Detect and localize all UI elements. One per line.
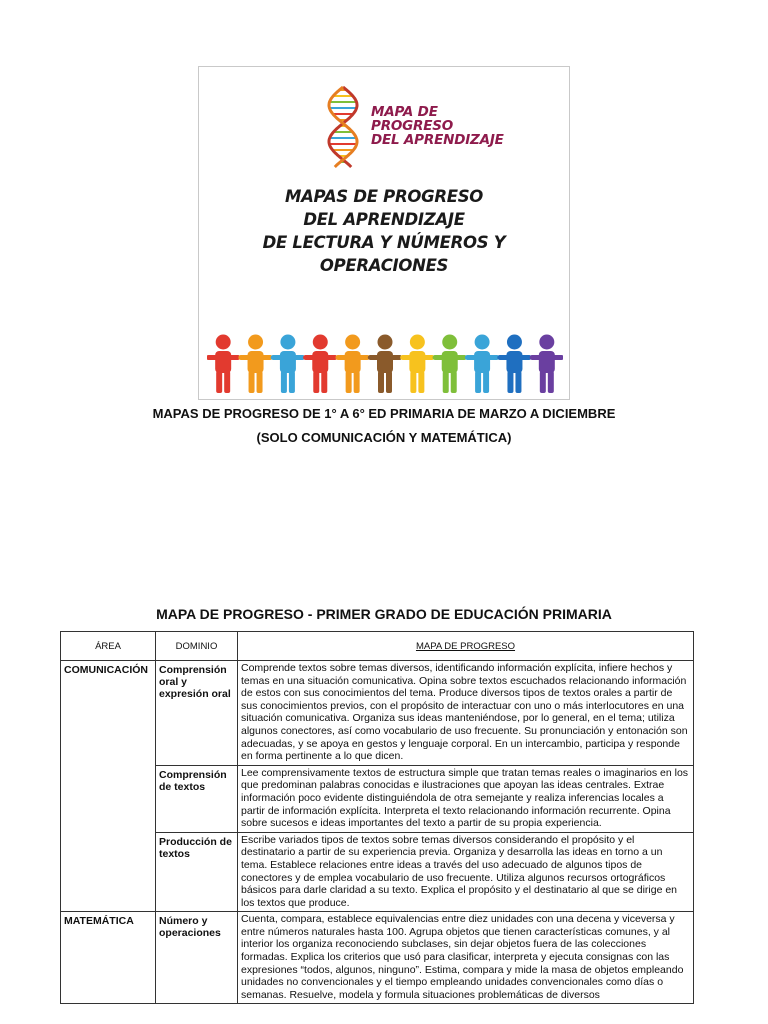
- subtitle-line: (SOLO COMUNICACIÓN Y MATEMÁTICA): [256, 430, 512, 445]
- area-cell: MATEMÁTICA: [61, 912, 156, 1004]
- domain-cell: Comprensión de textos: [156, 765, 238, 832]
- cover-title-line: DEL APRENDIZAJE: [303, 210, 465, 229]
- area-cell: [61, 832, 156, 912]
- dna-logo: [323, 83, 523, 175]
- cover-title-line: DE LECTURA Y NÚMEROS Y: [262, 233, 506, 252]
- header-mapa: [238, 632, 694, 661]
- header-area: ÁREA: [61, 632, 156, 661]
- area-cell: COMUNICACIÓN: [61, 661, 156, 766]
- cover-title: [199, 185, 569, 277]
- cover-image: [198, 66, 570, 400]
- grade-title: MAPA DE PROGRESO - PRIMER GRADO DE EDUCACIÓN PRIMARIA: [156, 606, 612, 622]
- child-figure: [238, 335, 272, 394]
- table-row: [61, 832, 694, 912]
- child-figure: [368, 335, 402, 394]
- logo-line: MAPA DE: [371, 104, 438, 120]
- description-cell: Lee comprensivamente textos de estructura simple que tratan temas reales o imaginarios en los que predominan palabras conocidas e ilustraciones que apoyan las ideas centrales. Extrae información poco evidente distinguiéndola de otra semejante y realiza inferencias locales a partir de información explícita. Interpreta el texto relacionando información recurrente. Opina sobre sucesos e ideas importantes del texto a partir de su propia experiencia.: [238, 765, 694, 832]
- header-mapa-label: MAPA DE PROGRESO: [415, 640, 516, 652]
- child-figure: [335, 335, 369, 394]
- table-row: [61, 765, 694, 832]
- domain-cell: Comprensión oral y expresión oral: [156, 661, 238, 766]
- logo-line: PROGRESO: [371, 118, 454, 134]
- child-figure: [465, 335, 499, 394]
- description-cell: Comprende textos sobre temas diversos, identificando información explícita, infiere hechos y temas en una situación comunicativa. Opina sobre textos escuchados relacionando información de estos con sus conocimientos del tema. Produce diversos tipos de textos orales a partir de sus conocimientos previos, con el propósito de interactuar con uno o más interlocutores en una situación comunicativa. Organiza sus ideas manteniéndose, por lo general, en el tema; utiliza algunos conectores, así como vocabulario de uso frecuente. Su pronunciación y entonación son adecuadas, y se apoya en gestos y lenguaje corporal. En un intercambio, participa y responde en forma pertinente a lo que dicen.: [238, 661, 694, 766]
- cover-title-line: OPERACIONES: [319, 256, 449, 275]
- document-subtitle: [0, 402, 768, 450]
- area-cell: [61, 765, 156, 832]
- child-figure: [207, 335, 240, 394]
- child-figure: [400, 335, 434, 394]
- child-figure: [530, 335, 563, 394]
- description-cell: Escribe variados tipos de textos sobre temas diversos considerando el propósito y el destinatario a partir de su experiencia previa. Organiza y desarrolla las ideas en torno a un tema. Establece relaciones entre ideas a través del uso adecuado de algunos tipos de conectores y de emplea vocabulario de uso frecuente. Utiliza algunos recursos ortográficos básicos para darle claridad a su texto. Explica el propósito y el destinatario al que se dirige en los textos que produce.: [238, 832, 694, 912]
- table-row: [61, 661, 694, 766]
- domain-cell: Producción de textos: [156, 832, 238, 912]
- header-dominio: DOMINIO: [156, 632, 238, 661]
- children-chain-illustration: [207, 333, 563, 397]
- cover-title-line: MAPAS DE PROGRESO: [284, 187, 484, 206]
- child-figure: [497, 335, 531, 394]
- progress-map-table: [60, 631, 694, 1004]
- table-header-row: [61, 632, 694, 661]
- subtitle-line: MAPAS DE PROGRESO DE 1° A 6° ED PRIMARIA DE MARZO A DICIEMBRE: [152, 406, 616, 421]
- child-figure: [271, 335, 305, 394]
- child-figure: [433, 335, 467, 394]
- description-cell: Cuenta, compara, establece equivalencias entre diez unidades con una decena y viceversa y entre números naturales hasta 100. Agrupa objetos que tienen características comunes, y al interior los organiza reconociendo subclases, sin dejar objetos fuera de las colecciones formadas. Explica los criterios que usó para clasificar, interpreta y ejecuta consignas con las expresiones “todos, algunos, ninguno”. Estima, compara y mide la masa de objetos empleando unidades no convencionales y el tiempo empleando unidades convencionales como días o semanas. Resuelve, modela y formula situaciones problemáticas de diversos: [238, 912, 694, 1004]
- child-figure: [303, 335, 337, 394]
- domain-cell: Número y operaciones: [156, 912, 238, 1004]
- table-row: [61, 912, 694, 1004]
- logo-line: DEL APRENDIZAJE: [371, 132, 504, 148]
